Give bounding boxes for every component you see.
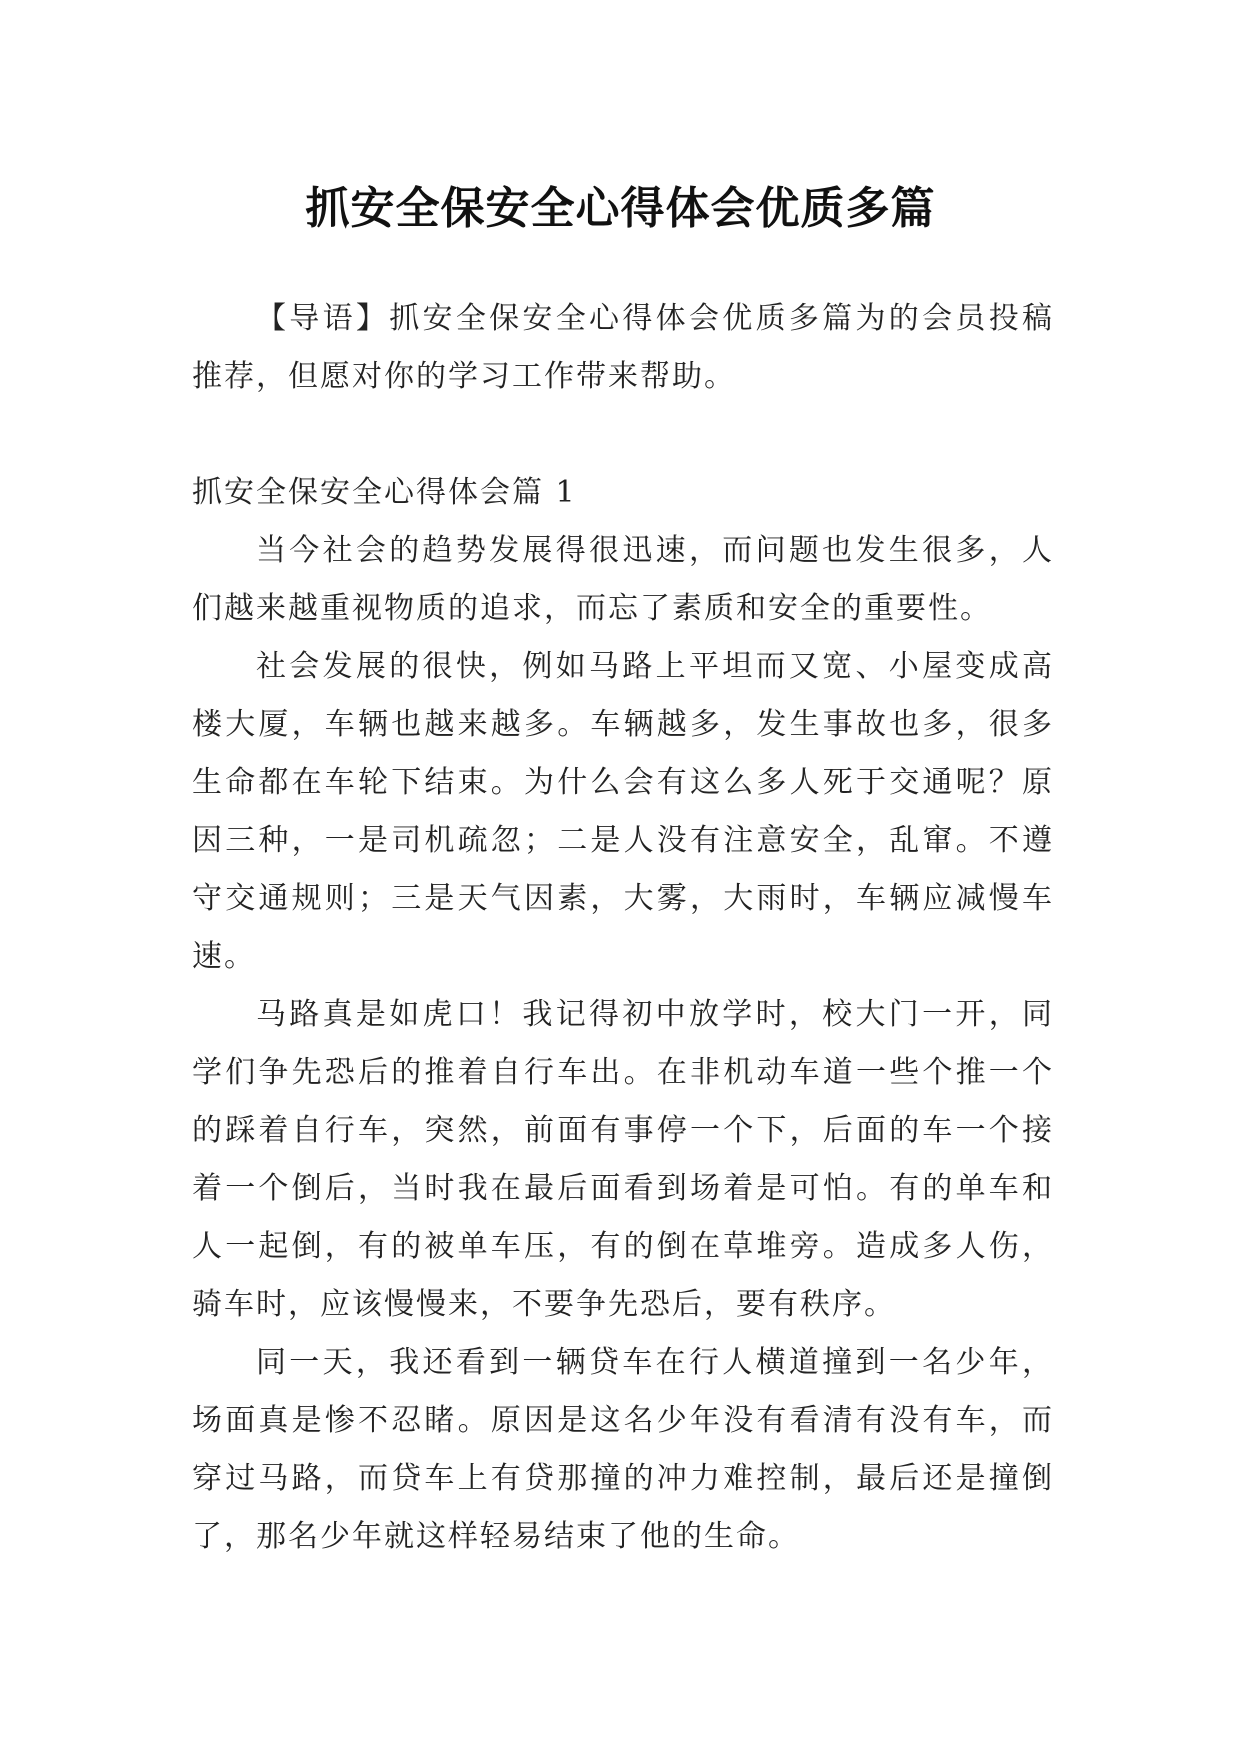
- intro-paragraph: 【导语】抓安全保安全心得体会优质多篇为的会员投稿推荐，但愿对你的学习工作带来帮助。: [192, 301, 1054, 394]
- section-heading: 抓安全保安全心得体会篇 1: [192, 475, 577, 510]
- document-title: 抓安全保安全心得体会优质多篇: [305, 183, 936, 235]
- body-paragraph: 同一天，我还看到一辆贷车在行人横道撞到一名少年，场面真是惨不忍睹。原因是这名少年没有看清有没有车，而穿过马路，而贷车上有贷那撞的冲力难控制，最后还是撞倒了，那名少年就这样轻易结束了他的生命。: [192, 1345, 1054, 1554]
- body-paragraph: 社会发展的很快，例如马路上平坦而又宽、小屋变成高楼大厦，车辆也越来越多。车辆越多，发生事故也多，很多生命都在车轮下结束。为什么会有这么多人死于交通呢？原因三种，一是司机疏忽；二是人没有注意安全，乱窜。不遵守交通规则；三是天气因素，大雾，大雨时，车辆应减慢车速。: [192, 649, 1054, 974]
- body-paragraph: 当今社会的趋势发展得很迅速，而问题也发生很多，人们越来越重视物质的追求，而忘了素质和安全的重要性。: [192, 533, 1054, 626]
- body-paragraph: 马路真是如虎口！我记得初中放学时，校大门一开，同学们争先恐后的推着自行车出。在非机动车道一些个推一个的踩着自行车，突然，前面有事停一个下，后面的车一个接着一个倒后，当时我在最后面看到场着是可怕。有的单车和人一起倒，有的被单车压，有的倒在草堆旁。造成多人伤，骑车时，应该慢慢来，不要争先恐后，要有秩序。: [192, 997, 1054, 1322]
